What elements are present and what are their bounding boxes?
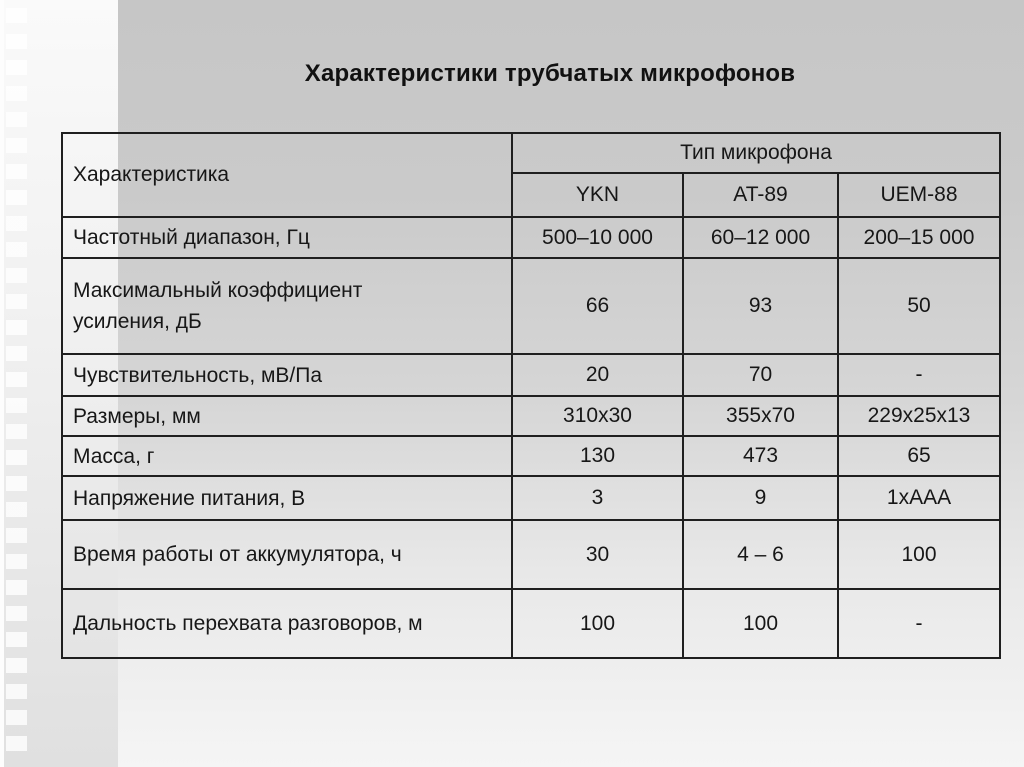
cell-value: 30	[512, 520, 683, 589]
cell-value: 500–10 000	[512, 217, 683, 258]
row-label: Чувствительность, мВ/Па	[73, 363, 323, 387]
cell-value: -	[838, 354, 1000, 396]
cell-value: 9	[683, 476, 838, 520]
cell-value: 100	[512, 589, 683, 658]
table-row-interception-range	[62, 589, 1000, 658]
table-row-battery-life	[62, 520, 1000, 589]
row-label: Напряжение питания, В	[73, 486, 306, 510]
cell-value: 100	[838, 520, 1000, 589]
cell-value: 66	[512, 258, 683, 354]
table-row-max-gain	[62, 258, 1000, 354]
cell-value: 200–15 000	[838, 217, 1000, 258]
table-row-mass	[62, 436, 1000, 476]
cell-value: 473	[683, 436, 838, 476]
row-label: Размеры, мм	[73, 404, 201, 428]
cell-value: 1xAAA	[838, 476, 1000, 520]
cell-value: 3	[512, 476, 683, 520]
row-label: Частотный диапазон, Гц	[73, 226, 310, 250]
cell-value: 355x70	[683, 396, 838, 436]
cell-value: 50	[838, 258, 1000, 354]
cell-value: 4 – 6	[683, 520, 838, 589]
row-label: Время работы от аккумулятора, ч	[73, 543, 402, 567]
cell-value: 70	[683, 354, 838, 396]
column-header-ykn: YKN	[512, 173, 683, 217]
cell-value: 65	[838, 436, 1000, 476]
column-header-at89: AT-89	[683, 173, 838, 217]
page-left-edge	[0, 0, 4, 767]
cell-value: 130	[512, 436, 683, 476]
row-label: Максимальный коэффициент усиления, дБ	[73, 278, 363, 333]
cell-value: 229x25x13	[838, 396, 1000, 436]
table-row-dimensions	[62, 396, 1000, 436]
film-strip-squares	[6, 8, 27, 760]
cell-value: 100	[683, 589, 838, 658]
cell-value: 310x30	[512, 396, 683, 436]
cell-value: 60–12 000	[683, 217, 838, 258]
slide-title: Характеристики трубчатых микрофонов	[304, 60, 796, 87]
table-row-supply-voltage	[62, 476, 1000, 520]
column-header-uem88: UEM-88	[838, 173, 1000, 217]
row-label: Дальность перехвата разговоров, м	[73, 612, 423, 636]
column-header-characteristic: Характеристика	[62, 133, 512, 217]
column-header-microphone-type: Тип микрофона	[512, 133, 1000, 173]
row-label: Масса, г	[73, 444, 155, 468]
cell-value: 93	[683, 258, 838, 354]
header-row-group	[62, 133, 1000, 173]
table-row-sensitivity	[62, 354, 1000, 396]
microphone-specs-table	[61, 132, 1001, 659]
cell-value: -	[838, 589, 1000, 658]
table-row-frequency-range	[62, 217, 1000, 258]
cell-value: 20	[512, 354, 683, 396]
